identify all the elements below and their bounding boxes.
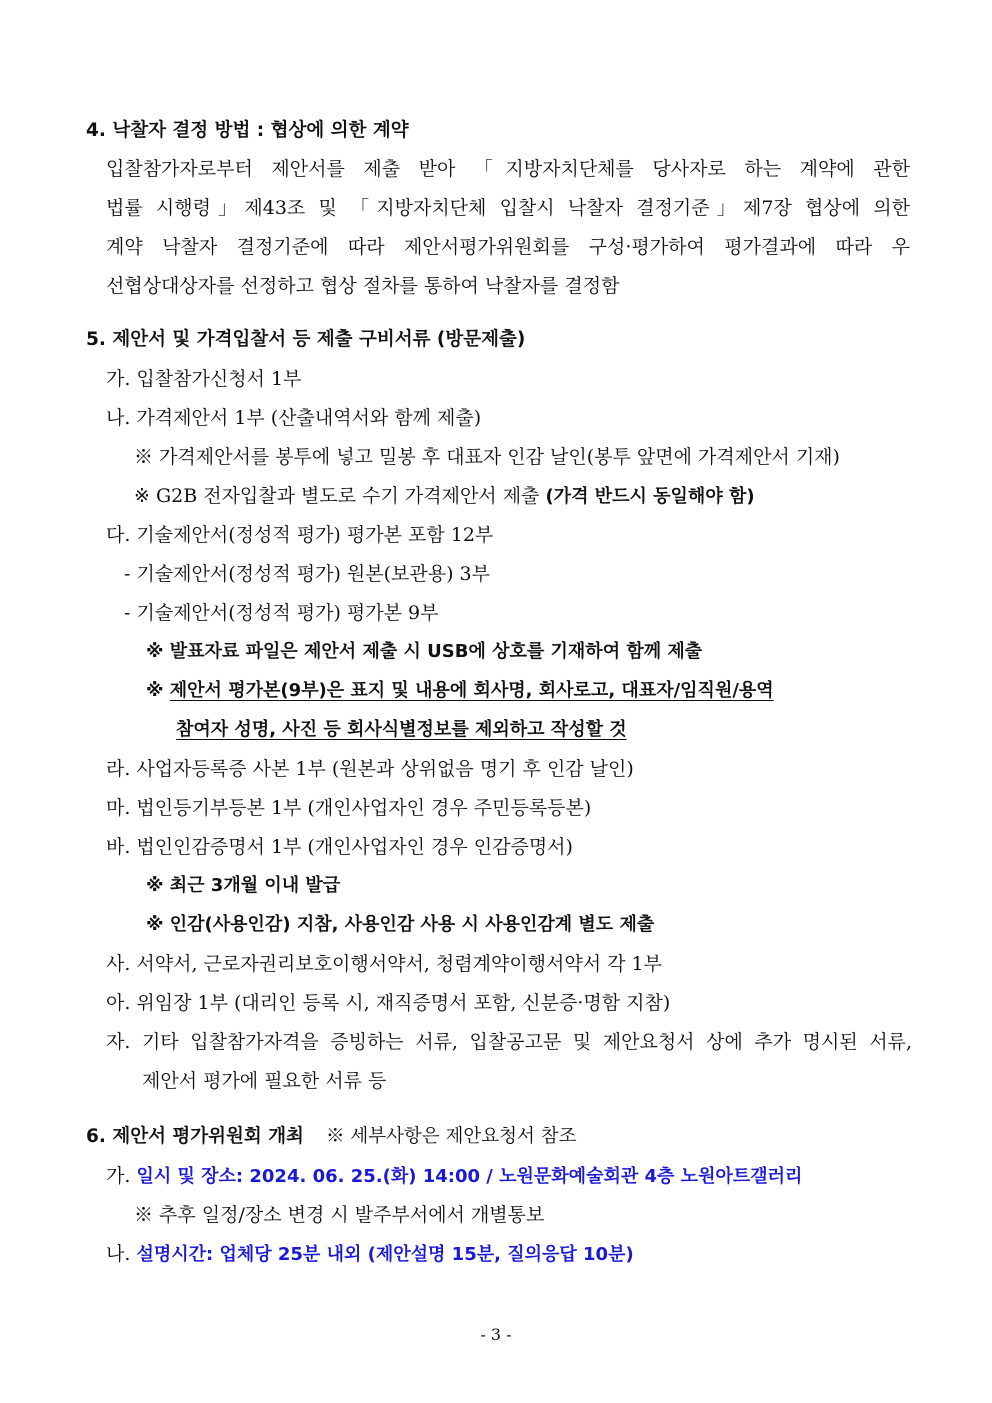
item-ja-line-2: 제안서 평가에 필요한 서류 등 (142, 1070, 387, 1092)
section-4-line-1: 입찰참가자로부터 제안서를 제출 받아 「지방자치단체를 당사자로 하는 계약에 관한 (106, 158, 910, 180)
item-na-note-1: ※ 가격제안서를 봉투에 넣고 밀봉 후 대표자 인감 날인(봉투 앞면에 가격제안서 기재) (134, 446, 840, 468)
item-6-ga-note: ※ 추후 일정/장소 변경 시 발주부서에서 개별통보 (134, 1204, 545, 1226)
item-na-note-2-emphasis: (가격 반드시 동일해야 함) (545, 486, 755, 507)
item-6-ga (106, 1163, 992, 1189)
item-ba-note-1: ※ 최근 3개월 이내 발급 (146, 875, 341, 896)
item-da-sub-1: - 기술제안서(정성적 평가) 원본(보관용) 3부 (124, 563, 490, 585)
item-a: 아. 위임장 1부 (대리인 등록 시, 재직증명서 포함, 신분증·명함 지참) (106, 992, 671, 1014)
section-6-heading (86, 1124, 992, 1150)
item-ra: 라. 사업자등록증 사본 1부 (원본과 상위없음 명기 후 인감 날인) (106, 758, 634, 780)
section-4-line-2: 법률 시행령」제43조 및 「지방자치단체 입찰시 낙찰자 결정기준」제7장 협상에 의한 (106, 197, 910, 219)
section-4-line-3: 계약 낙찰자 결정기준에 따라 제안서평가위원회를 구성·평가하여 평가결과에 따라 우 (106, 236, 910, 258)
section-4-line-4: 선협상대상자를 선정하고 협상 절차를 통하여 낙찰자를 결정함 (106, 275, 620, 297)
section-4-heading: 4. 낙찰자 결정 방법 : 협상에 의한 계약 (86, 120, 409, 141)
item-ba-note-2: ※ 인감(사용인감) 지참, 사용인감 사용 시 사용인감계 별도 제출 (146, 914, 655, 935)
item-da-note-1: ※ 발표자료 파일은 제안서 제출 시 USB에 상호를 기재하여 함께 제출 (146, 641, 703, 662)
item-na: 나. 가격제안서 1부 (산출내역서와 함께 제출) (106, 407, 482, 429)
item-da-note-2-line-2: 참여자 성명, 사진 등 회사식별정보를 제외하고 작성할 것 (176, 719, 627, 740)
item-6-na-prefix: 나. (106, 1243, 137, 1265)
item-6-na-text: 설명시간: 업체당 25분 내외 (제안설명 15분, 질의응답 10분) (136, 1244, 634, 1265)
section-6-note: ※ 세부사항은 제안요청서 참조 (325, 1126, 577, 1147)
item-da: 다. 기술제안서(정성적 평가) 평가본 포함 12부 (106, 524, 494, 546)
item-6-na (106, 1241, 992, 1267)
page-number: - 3 - (480, 1325, 512, 1344)
item-na-note-2-plain: ※ G2B 전자입찰과 별도로 수기 가격제안서 제출 (134, 485, 546, 507)
item-ma: 마. 법인등기부등본 1부 (개인사업자인 경우 주민등록등본) (106, 797, 592, 819)
item-6-ga-prefix: 가. (106, 1165, 137, 1187)
section-6-title: 6. 제안서 평가위원회 개최 (86, 1126, 304, 1147)
item-da-sub-2: - 기술제안서(정성적 평가) 평가본 9부 (124, 602, 439, 624)
item-ga: 가. 입찰참가신청서 1부 (106, 368, 302, 390)
item-na-note-2 (134, 483, 992, 509)
item-6-ga-text: 일시 및 장소: 2024. 06. 25.(화) 14:00 / 노원문화예술회관 4층 노원아트갤러리 (136, 1166, 803, 1187)
item-sa: 사. 서약서, 근로자권리보호이행서약서, 청렴계약이행서약서 각 1부 (106, 953, 662, 975)
item-ba: 바. 법인인감증명서 1부 (개인사업자인 경우 인감증명서) (106, 836, 573, 858)
item-da-note-2-line-1: 제안서 평가본(9부)은 표지 및 내용에 회사명, 회사로고, 대표자/임직원/용역 (169, 680, 774, 701)
item-ja-line-1: 자. 기타 입찰참가자격을 증빙하는 서류, 입찰공고문 및 제안요청서 상에 추가 명시된 서류, (106, 1031, 912, 1053)
item-da-note-2 (146, 678, 992, 704)
section-5-heading: 5. 제안서 및 가격입찰서 등 제출 구비서류 (방문제출) (86, 329, 526, 350)
item-da-note-2-mark: ※ (146, 680, 170, 701)
